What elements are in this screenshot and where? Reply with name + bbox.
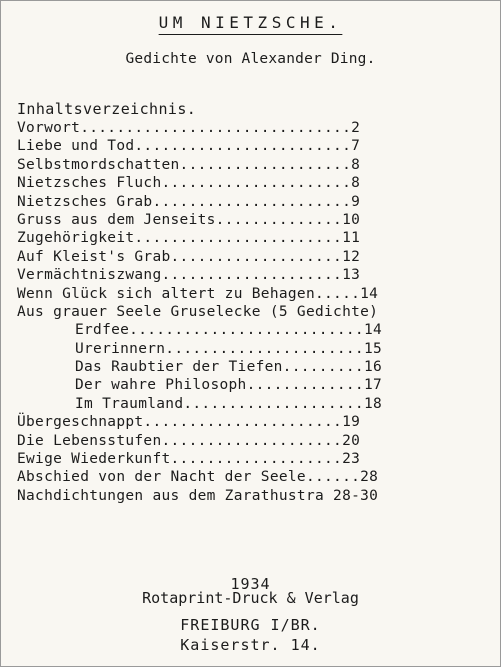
toc-subentry: Das Raubtier der Tiefen.........16 <box>75 359 383 376</box>
toc-entry: Die Lebensstufen....................20 <box>17 432 361 449</box>
toc-entry: Auf Kleist's Grab...................12 <box>17 248 361 265</box>
toc-entry: Zugehörigkeit.......................11 <box>17 230 361 247</box>
toc-entry: Nietzsches Grab......................9 <box>17 193 361 210</box>
toc-entry: Ewige Wiederkunft...................23 <box>17 451 361 468</box>
toc-heading: Inhaltsverzeichnis. <box>17 100 197 118</box>
toc-subentry: Im Traumland....................18 <box>75 395 383 412</box>
toc-entry: Aus grauer Seele Gruselecke (5 Gedichte) <box>17 303 379 320</box>
toc-entry: Nachdichtungen aus dem Zarathustra 28-30 <box>17 487 379 504</box>
publisher-street: Kaiserstr. 14. <box>180 636 321 654</box>
table-of-contents <box>17 119 477 505</box>
toc-subentry: Der wahre Philosoph.............17 <box>75 377 383 394</box>
toc-entry: Wenn Glück sich altert zu Behagen.....14 <box>17 285 379 302</box>
toc-entry: Liebe und Tod........................7 <box>17 138 361 155</box>
toc-entry: Selbstmordschatten...................8 <box>17 156 361 173</box>
publisher-city: FREIBURG I/BR. <box>180 616 321 634</box>
toc-entry: Gruss aus dem Jenseits..............10 <box>17 211 361 228</box>
toc-entry: Vermächtniszwang....................13 <box>17 267 361 284</box>
toc-subentry: Urerinnern......................15 <box>75 340 383 357</box>
toc-subentry: Erdfee..........................14 <box>75 322 383 339</box>
toc-entry: Vorwort..............................2 <box>17 120 361 136</box>
publisher-name: Rotaprint-Druck & Verlag <box>142 589 359 607</box>
document-title: UM NIETZSCHE. <box>158 13 343 32</box>
publication-year: 1934 <box>230 575 271 593</box>
toc-entry: Übergeschnappt......................19 <box>17 414 361 431</box>
toc-entry: Abschied von der Nacht der Seele......28 <box>17 469 379 486</box>
document-subtitle: Gedichte von Alexander Ding. <box>125 51 376 67</box>
toc-entry: Nietzsches Fluch.....................8 <box>17 175 361 192</box>
